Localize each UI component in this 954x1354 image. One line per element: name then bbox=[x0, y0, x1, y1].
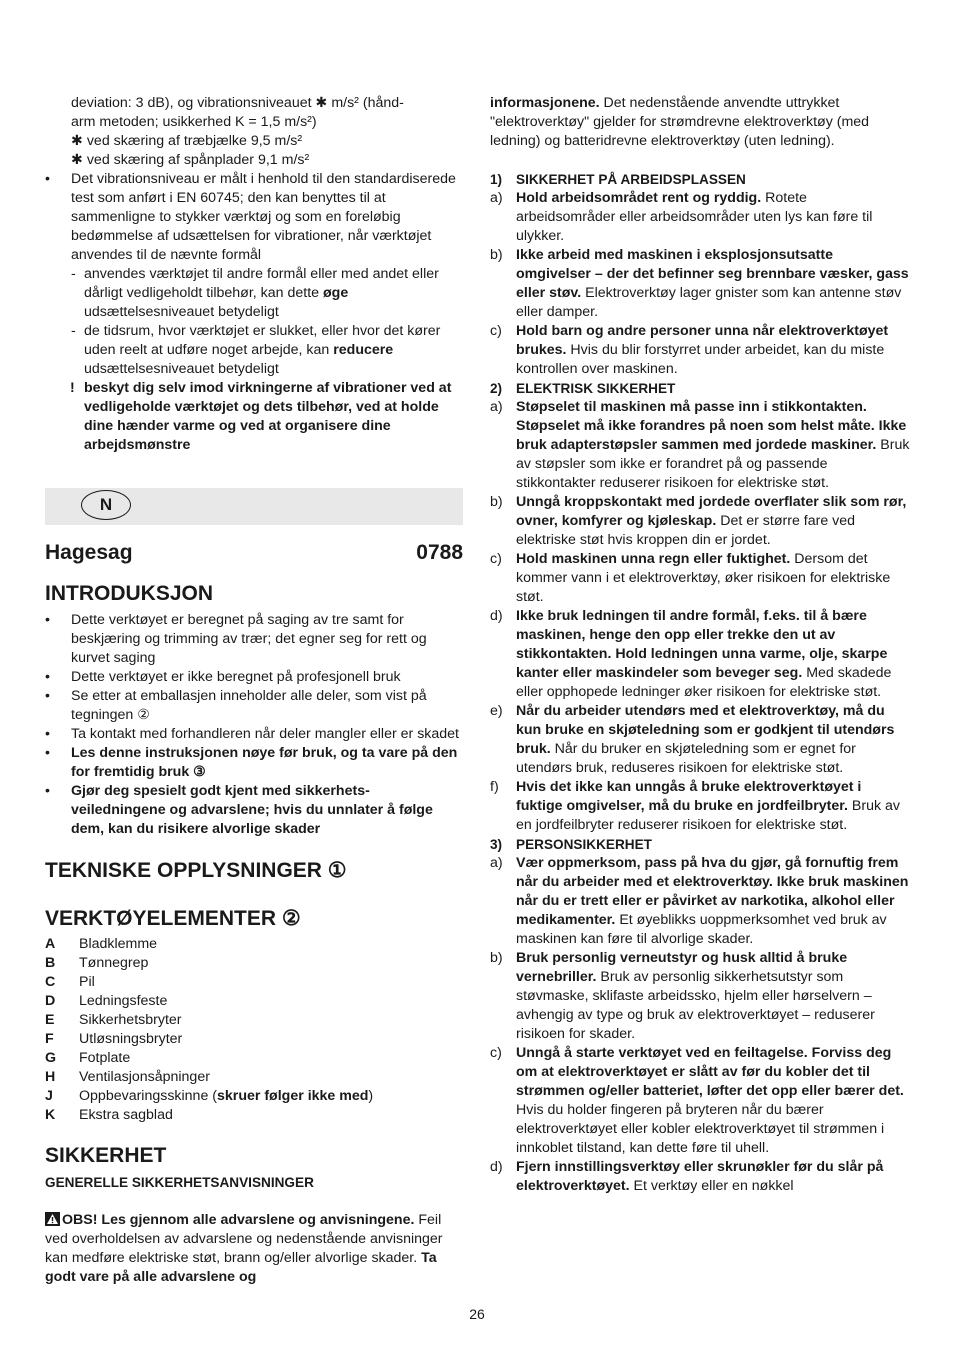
product-number: 0788 bbox=[416, 541, 463, 564]
vibration-continuation bbox=[45, 94, 463, 170]
list-item: c) Unngå å starte verktøyet ved en feiltagelse. Forviss deg om at elektroverktøyet er slått av før du kobler det til strømmen og/eller batteriet, løfter det opp eller bærer det. Hvis du holder fingeren på bryteren når du bærer elektroverktøyet eller kobler elektroverktøyet til strømmen i innkoblet tilstand, kan dette føre til uhell. bbox=[490, 1045, 904, 1156]
list-item: C Pil bbox=[45, 974, 95, 990]
language-banner bbox=[45, 488, 463, 525]
bullet-icon: • bbox=[45, 669, 50, 685]
heading-technical-data: TEKNISKE OPPLYSNINGER ① bbox=[45, 859, 347, 882]
list-item: c) Hold maskinen unna regn eller fuktighet. Dersom det kommer vann i et elektroverktøy, øker risikoen for elektriske støt. bbox=[490, 551, 891, 605]
vibration-sub-item: - anvendes værktøjet til andre formål eller med andet eller dårligt vedligeholdt tilbehør, kan dette øge udsættelsesniveauet betydeligt bbox=[71, 266, 439, 320]
list-item: b) Unngå kroppskontakt med jordede overflater slik som rør, ovner, komfyrer og kjøleskap. Det er større fare ved elektriske støt hvis kroppen din er jordet. bbox=[490, 494, 907, 548]
left-column bbox=[45, 94, 463, 1287]
heading-safety: SIKKERHET bbox=[45, 1144, 167, 1167]
text-line: arm metoden; usikkerhed K = 1,5 m/s²) bbox=[71, 114, 317, 130]
bullet-icon: • bbox=[45, 726, 50, 742]
list-item: J Oppbevaringsskinne (skruer følger ikke med) bbox=[45, 1088, 374, 1104]
tool-elements-list bbox=[45, 935, 463, 1125]
bullet-icon: • bbox=[45, 745, 50, 761]
list-item: • Gjør deg spesielt godt kjent med sikkerhets-veiledningene og advarslene; hvis du unnlater å følge dem, kan du risikere alvorlige skader bbox=[45, 783, 433, 837]
dash-marker: - bbox=[71, 323, 76, 339]
heading-tool-elements: VERKTØYELEMENTER ② bbox=[45, 907, 301, 930]
list-item: G Fotplate bbox=[45, 1050, 131, 1066]
vibration-warning: ! beskyt dig selv imod virkningerne af vibrationer ved at vedligeholde værktøjet og dets tilbehør, ved at holde dine hænder varme og ved at organisere dine arbejdsmønstre bbox=[70, 380, 452, 453]
page-number: 26 bbox=[469, 1306, 485, 1322]
list-item: e) Når du arbeider utendørs med et elektroverktøy, må du kun bruke en skjøteledning som er godkjent til utendørs bruk. Når du bruker en skjøteledning som er egnet for utendørs bruk, reduseres risikoen for elektriske støt. bbox=[490, 703, 895, 776]
list-item: d) Ikke bruk ledningen til andre formål, f.eks. til å bære maskinen, henge den opp eller trekke den ut av stikkontakten. Hold ledningen unna varme, olje, skarpe kanter eller maskindeler som beveger seg. Med skadede eller opphopede ledninger øker risikoen for elektriske støt. bbox=[490, 608, 892, 700]
section-heading: 2) ELEKTRISK SIKKERHET bbox=[490, 381, 676, 396]
list-item: B Tønnegrep bbox=[45, 955, 149, 971]
product-header bbox=[45, 541, 463, 565]
bullet-icon: • bbox=[45, 783, 50, 799]
section-heading: 3) PERSONSIKKERHET bbox=[490, 837, 652, 852]
warning-triangle-icon bbox=[45, 1212, 60, 1226]
language-code-badge: N bbox=[81, 490, 131, 520]
bullet-icon: • bbox=[45, 688, 50, 704]
list-item: A Bladklemme bbox=[45, 936, 158, 952]
list-item: c) Hold barn og andre personer unna når elektroverktøyet brukes. Hvis du blir forstyrret under arbeidet, kan du miste kontrollen over maskinen. bbox=[490, 323, 889, 377]
list-item: b) Ikke arbeid med maskinen i eksplosjonsutsatte omgivelser – der det befinner seg brennbare væsker, gass eller støv. Elektroverktøy lager gnister som kan antenne støv eller damper. bbox=[490, 247, 909, 320]
list-item: • Dette verktøyet er beregnet på saging av tre samt for beskjæring og trimming av trær; det egner seg for rett og kurvet saging bbox=[45, 612, 427, 666]
text-line: ✱ ved skæring af træbjælke 9,5 m/s² bbox=[71, 133, 303, 149]
list-item: K Ekstra sagblad bbox=[45, 1107, 173, 1123]
list-item: f) Hvis det ikke kan unngås å bruke elektroverktøyet i fuktige omgivelser, må du bruke en jordfeilbryter. Bruk av en jordfeilbryter reduserer risikoen for elektriske støt. bbox=[490, 779, 900, 833]
list-item: H Ventilasjonsåpninger bbox=[45, 1069, 210, 1085]
safety-sections bbox=[490, 170, 910, 1196]
list-item: D Ledningsfeste bbox=[45, 993, 168, 1009]
vibration-sub-item: - de tidsrum, hvor værktøjet er slukket, eller hvor det kører uden reelt at udføre noget arbejde, kan reducere udsættelsesniveauet betydeligt bbox=[71, 323, 441, 377]
list-item: b) Bruk personlig verneutstyr og husk alltid å bruke vernebriller. Bruk av personlig sikkerhetsutstyr som støvmaske, sklifaste arbeidssko, hjelm eller hørselvern – avhengig av type og bruk av elektroverktøyet – reduserer risikoen for skader. bbox=[490, 950, 875, 1042]
exclamation-icon: ! bbox=[70, 380, 75, 396]
right-column bbox=[490, 94, 910, 1196]
vibration-bullet: • Det vibrationsniveau er målt i henhold til den standardiserede test som anført i EN 60745; den kan benyttes til at sammenligne to stykker værktøj og som en foreløbig bedømmelse af udsættelsen for vibrationer, når værktøjet anvendes til de nævnte formål bbox=[45, 171, 456, 263]
bullet-icon: • bbox=[45, 612, 50, 628]
list-item: • Se etter at emballasjen inneholder alle deler, som vist på tegningen ② bbox=[45, 688, 427, 723]
list-item: • Les denne instruksjonen nøye før bruk, og ta vare på den for fremtidig bruk ③ bbox=[45, 745, 458, 780]
product-name: Hagesag bbox=[45, 541, 133, 564]
text-line: deviation: 3 dB), og vibrationsniveauet ✱ m/s² (hånd- bbox=[71, 95, 404, 111]
list-item: • Dette verktøyet er ikke beregnet på profesjonell bruk bbox=[45, 669, 401, 685]
dash-marker: - bbox=[71, 266, 76, 282]
intro-paragraph: informasjonene. Det nedenstående anvendte uttrykket "elektroverktøy" gjelder for strømdrevne elektroverktøy (med ledning) og batteridrevne elektroverktøy (uten ledning). bbox=[490, 95, 870, 149]
heading-introduction: INTRODUKSJON bbox=[45, 582, 214, 605]
safety-subheading: GENERELLE SIKKERHETSANVISNINGER bbox=[45, 1175, 314, 1190]
list-item: • Ta kontakt med forhandleren når deler mangler eller er skadet bbox=[45, 726, 460, 742]
safety-warning-paragraph: OBS! Les gjennom alle advarslene og anvisningene. Feil ved overholdelsen av advarslene og nedenstående anvisninger kan medføre elektriske støt, brann og/eller alvorlige skader. Ta godt vare på alle advarslene og bbox=[45, 1212, 443, 1285]
bullet-icon: • bbox=[45, 171, 50, 187]
section-heading: 1) SIKKERHET PÅ ARBEIDSPLASSEN bbox=[490, 172, 746, 187]
list-item: F Utløsningsbryter bbox=[45, 1031, 183, 1047]
list-item: a) Hold arbeidsområdet rent og ryddig. Rotete arbeidsområder eller arbeidsområder uten lys kan føre til ulykker. bbox=[490, 190, 873, 244]
list-item: E Sikkerhetsbryter bbox=[45, 1012, 182, 1028]
list-item: a) Støpselet til maskinen må passe inn i stikkontakten. Støpselet må ikke forandres på noen som helst måte. Ikke bruk adapterstøpsler sammen med jordede maskiner. Bruk av støpsler som ikke er forandret på og passende stikkontakter reduserer risikoen for elektriske støt. bbox=[490, 399, 910, 491]
list-item: a) Vær oppmerksom, pass på hva du gjør, gå fornuftig frem når du arbeider med et elektroverktøy. Ikke bruk maskinen når du er trett eller er påvirket av narkotika, alkohol eller medikamenter. Et øyeblikks uoppmerksomhet ved bruk av maskinen kan føre til alvorlige skader. bbox=[490, 855, 909, 947]
list-item: d) Fjern innstillingsverktøy eller skrunøkler før du slår på elektroverktøyet. Et verktøy eller en nøkkel bbox=[490, 1159, 884, 1194]
text-line: ✱ ved skæring af spånplader 9,1 m/s² bbox=[71, 152, 310, 168]
